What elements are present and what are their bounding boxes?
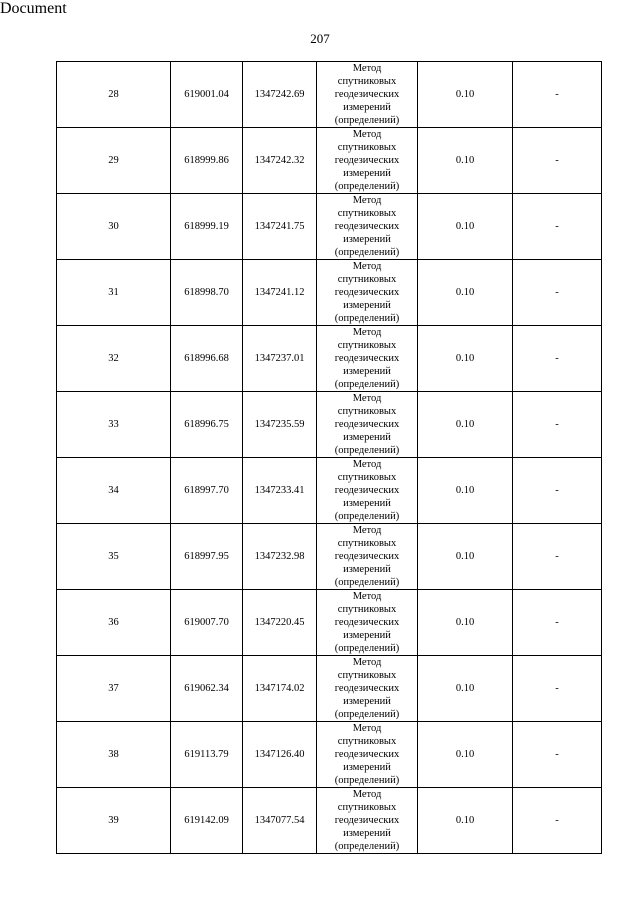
- method-line: Метод: [352, 591, 382, 602]
- method-cell: [317, 656, 418, 722]
- method-line: Метод: [352, 789, 382, 800]
- method-cell: [317, 722, 418, 788]
- method-line: (определений): [334, 379, 400, 390]
- extra-cell: -: [513, 128, 602, 194]
- table-row: [57, 194, 602, 260]
- coordinates-table-body: [57, 62, 602, 854]
- y-coordinate-cell: 1347235.59: [243, 392, 317, 458]
- method-line: измерений: [343, 102, 391, 113]
- point-number-cell: 33: [57, 392, 171, 458]
- method-line: геодезических: [334, 749, 400, 760]
- table-row: [57, 260, 602, 326]
- extra-cell: -: [513, 326, 602, 392]
- method-line: (определений): [334, 181, 400, 192]
- method-cell: [317, 128, 418, 194]
- method-cell: [317, 458, 418, 524]
- x-coordinate-cell: 618996.75: [171, 392, 243, 458]
- x-coordinate-cell: 619001.04: [171, 62, 243, 128]
- method-cell: [317, 62, 418, 128]
- accuracy-cell: 0.10: [418, 524, 513, 590]
- method-line: спутниковых: [337, 142, 397, 153]
- y-coordinate-cell: 1347241.12: [243, 260, 317, 326]
- method-line: Метод: [352, 129, 382, 140]
- method-cell: [317, 194, 418, 260]
- method-line: геодезических: [334, 155, 400, 166]
- method-line: (определений): [334, 511, 400, 522]
- method-line: (определений): [334, 577, 400, 588]
- method-cell: [317, 326, 418, 392]
- point-number-cell: 34: [57, 458, 171, 524]
- extra-cell: -: [513, 524, 602, 590]
- y-coordinate-cell: 1347241.75: [243, 194, 317, 260]
- accuracy-cell: 0.10: [418, 458, 513, 524]
- y-coordinate-cell: 1347242.69: [243, 62, 317, 128]
- y-coordinate-cell: 1347237.01: [243, 326, 317, 392]
- point-number-cell: 39: [57, 788, 171, 854]
- extra-cell: -: [513, 62, 602, 128]
- accuracy-cell: 0.10: [418, 722, 513, 788]
- x-coordinate-cell: 618997.95: [171, 524, 243, 590]
- x-coordinate-cell: 619113.79: [171, 722, 243, 788]
- table-row: [57, 524, 602, 590]
- method-line: спутниковых: [337, 208, 397, 219]
- table-row: [57, 326, 602, 392]
- y-coordinate-cell: 1347077.54: [243, 788, 317, 854]
- extra-cell: -: [513, 722, 602, 788]
- table-row: [57, 128, 602, 194]
- table-row: [57, 590, 602, 656]
- accuracy-cell: 0.10: [418, 62, 513, 128]
- method-line: спутниковых: [337, 472, 397, 483]
- y-coordinate-cell: 1347232.98: [243, 524, 317, 590]
- method-line: измерений: [343, 630, 391, 641]
- method-cell: [317, 392, 418, 458]
- accuracy-cell: 0.10: [418, 590, 513, 656]
- accuracy-cell: 0.10: [418, 128, 513, 194]
- method-line: измерений: [343, 366, 391, 377]
- method-line: геодезических: [334, 287, 400, 298]
- method-line: измерений: [343, 696, 391, 707]
- method-line: измерений: [343, 432, 391, 443]
- method-line: (определений): [334, 115, 400, 126]
- x-coordinate-cell: 618996.68: [171, 326, 243, 392]
- method-line: измерений: [343, 498, 391, 509]
- method-line: спутниковых: [337, 604, 397, 615]
- method-line: (определений): [334, 775, 400, 786]
- method-line: геодезических: [334, 419, 400, 430]
- method-line: спутниковых: [337, 76, 397, 87]
- y-coordinate-cell: 1347233.41: [243, 458, 317, 524]
- x-coordinate-cell: 618999.19: [171, 194, 243, 260]
- method-cell: [317, 788, 418, 854]
- method-line: спутниковых: [337, 802, 397, 813]
- method-line: (определений): [334, 445, 400, 456]
- accuracy-cell: 0.10: [418, 194, 513, 260]
- method-line: Метод: [352, 525, 382, 536]
- method-line: (определений): [334, 247, 400, 258]
- table-row: [57, 62, 602, 128]
- point-number-cell: 35: [57, 524, 171, 590]
- extra-cell: -: [513, 194, 602, 260]
- extra-cell: -: [513, 260, 602, 326]
- method-line: геодезических: [334, 617, 400, 628]
- point-number-cell: 36: [57, 590, 171, 656]
- table-row: [57, 458, 602, 524]
- point-number-cell: 32: [57, 326, 171, 392]
- point-number-cell: 31: [57, 260, 171, 326]
- x-coordinate-cell: 619007.70: [171, 590, 243, 656]
- point-number-cell: 38: [57, 722, 171, 788]
- method-cell: [317, 260, 418, 326]
- accuracy-cell: 0.10: [418, 260, 513, 326]
- method-line: измерений: [343, 828, 391, 839]
- accuracy-cell: 0.10: [418, 326, 513, 392]
- method-line: спутниковых: [337, 538, 397, 549]
- y-coordinate-cell: 1347220.45: [243, 590, 317, 656]
- method-line: Метод: [352, 657, 382, 668]
- x-coordinate-cell: 619142.09: [171, 788, 243, 854]
- x-coordinate-cell: 618998.70: [171, 260, 243, 326]
- method-line: (определений): [334, 313, 400, 324]
- point-number-cell: 30: [57, 194, 171, 260]
- extra-cell: -: [513, 656, 602, 722]
- table-row: [57, 722, 602, 788]
- accuracy-cell: 0.10: [418, 656, 513, 722]
- table-row: [57, 392, 602, 458]
- method-line: измерений: [343, 300, 391, 311]
- method-line: спутниковых: [337, 406, 397, 417]
- method-line: Метод: [352, 63, 382, 74]
- extra-cell: -: [513, 788, 602, 854]
- method-line: Метод: [352, 393, 382, 404]
- method-line: спутниковых: [337, 670, 397, 681]
- table-row: [57, 656, 602, 722]
- method-line: геодезических: [334, 89, 400, 100]
- method-cell: [317, 524, 418, 590]
- coordinates-table: [56, 61, 602, 854]
- point-number-cell: 28: [57, 62, 171, 128]
- method-line: (определений): [334, 841, 400, 852]
- x-coordinate-cell: 619062.34: [171, 656, 243, 722]
- method-line: спутниковых: [337, 274, 397, 285]
- x-coordinate-cell: 618999.86: [171, 128, 243, 194]
- method-line: (определений): [334, 709, 400, 720]
- method-line: спутниковых: [337, 340, 397, 351]
- point-number-cell: 37: [57, 656, 171, 722]
- table-row: [57, 788, 602, 854]
- method-line: геодезических: [334, 353, 400, 364]
- extra-cell: -: [513, 590, 602, 656]
- method-line: измерений: [343, 168, 391, 179]
- accuracy-cell: 0.10: [418, 392, 513, 458]
- method-line: измерений: [343, 564, 391, 575]
- method-line: геодезических: [334, 551, 400, 562]
- method-line: спутниковых: [337, 736, 397, 747]
- method-line: Метод: [352, 261, 382, 272]
- method-cell: [317, 590, 418, 656]
- method-line: Метод: [352, 195, 382, 206]
- y-coordinate-cell: 1347242.32: [243, 128, 317, 194]
- method-line: Метод: [352, 327, 382, 338]
- method-line: Метод: [352, 459, 382, 470]
- point-number-cell: 29: [57, 128, 171, 194]
- method-line: измерений: [343, 234, 391, 245]
- y-coordinate-cell: 1347174.02: [243, 656, 317, 722]
- method-line: геодезических: [334, 815, 400, 826]
- method-line: геодезических: [334, 221, 400, 232]
- page-number: 207: [310, 31, 330, 46]
- y-coordinate-cell: 1347126.40: [243, 722, 317, 788]
- x-coordinate-cell: 618997.70: [171, 458, 243, 524]
- extra-cell: -: [513, 392, 602, 458]
- method-line: геодезических: [334, 683, 400, 694]
- method-line: (определений): [334, 643, 400, 654]
- method-line: геодезических: [334, 485, 400, 496]
- extra-cell: -: [513, 458, 602, 524]
- method-line: Метод: [352, 723, 382, 734]
- method-line: измерений: [343, 762, 391, 773]
- accuracy-cell: 0.10: [418, 788, 513, 854]
